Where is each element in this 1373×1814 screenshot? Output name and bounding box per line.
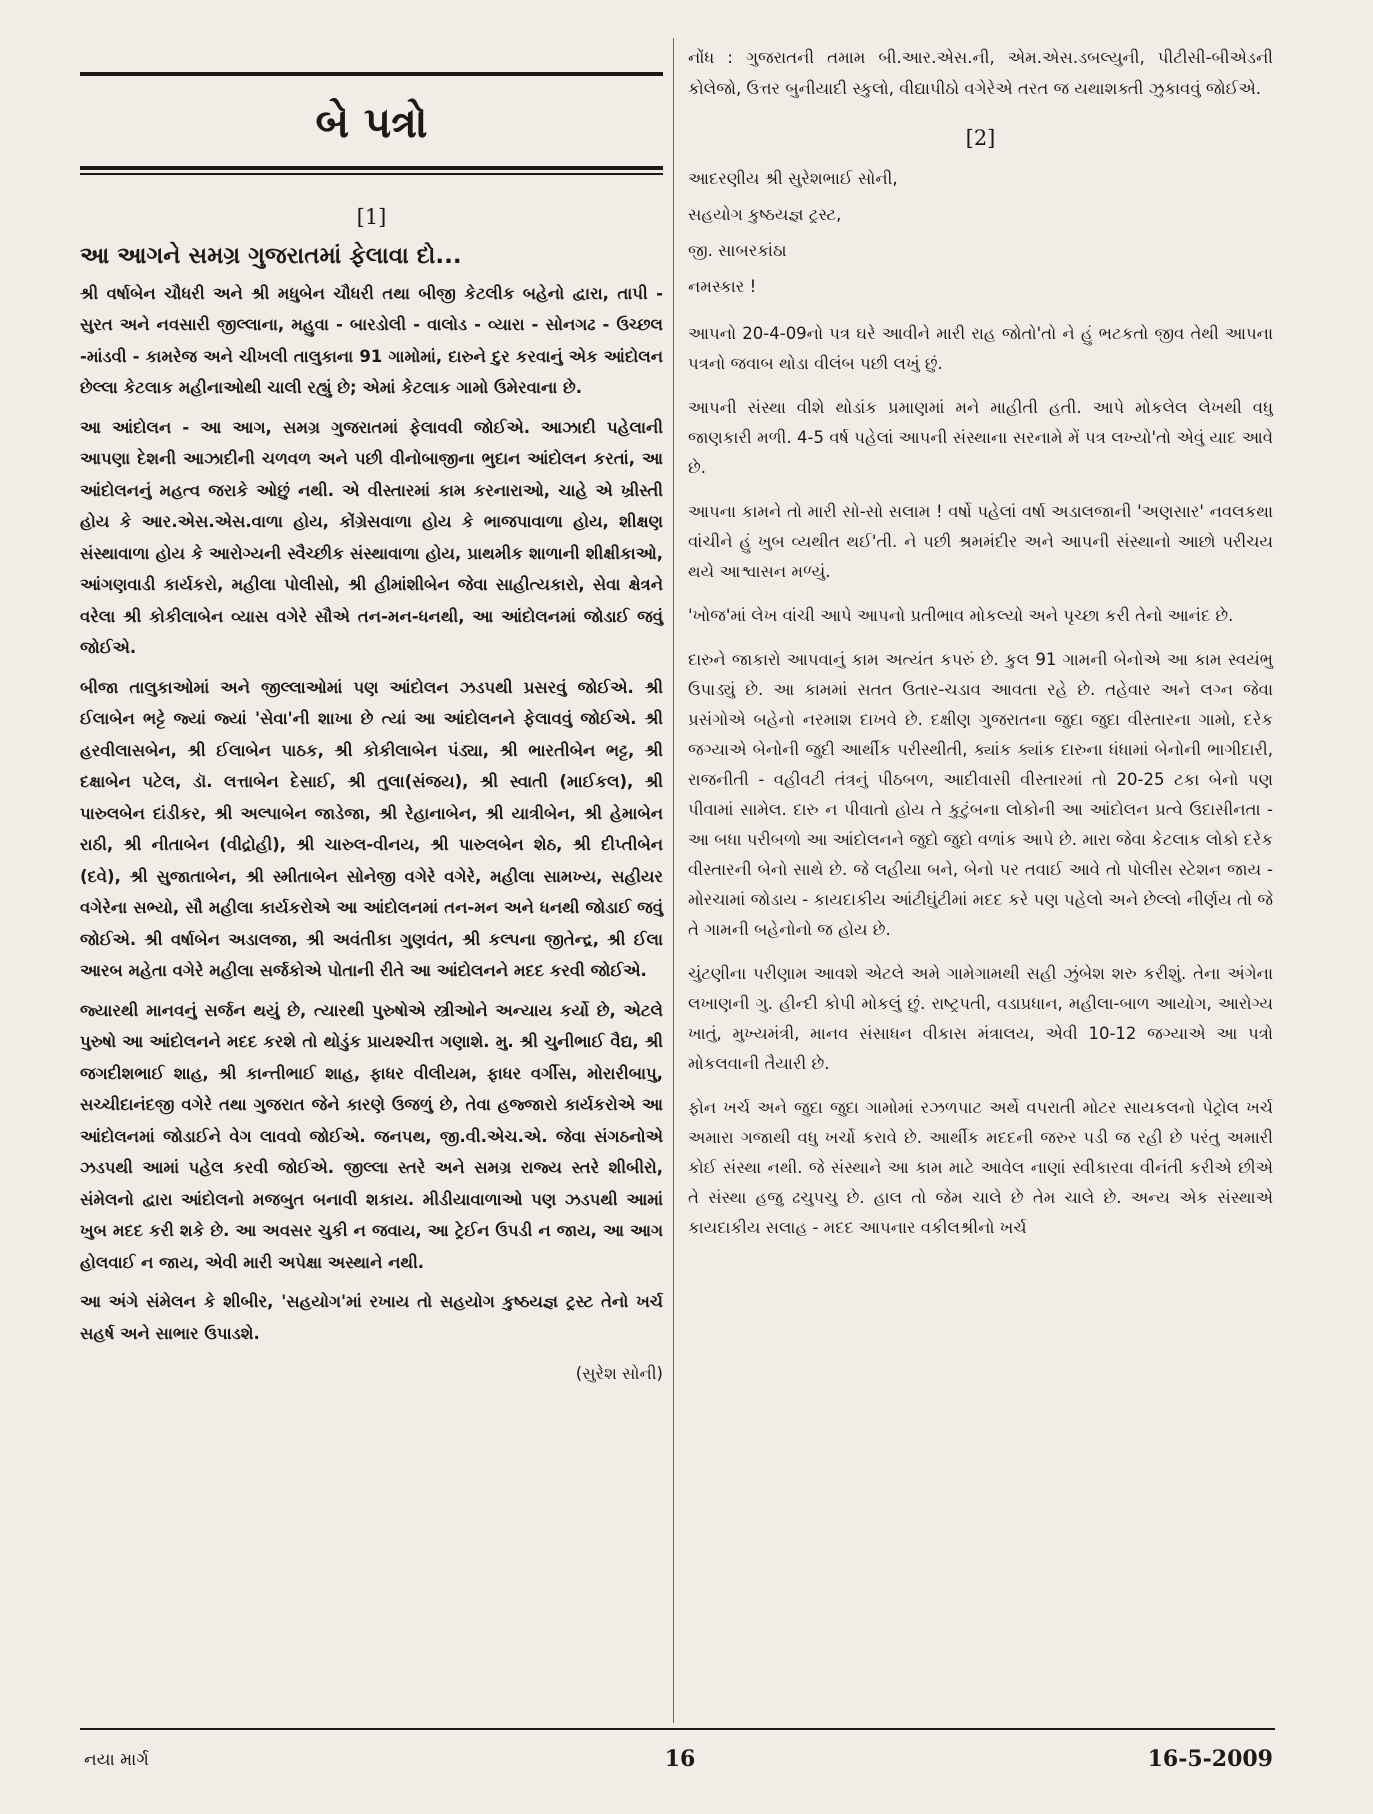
page-number: 16 bbox=[664, 1746, 696, 1772]
letter-2-paragraph-3: આપના કામને તો મારી સો-સો સલામ ! વર્ષો પહેલાં વર્ષા અડાલજાની 'અણસાર' નવલકથા વાંચીને હું ખુબ વ્યથીત થઈ'તી. ને પછી શ્રમમંદીર અને આપની સંસ્થાનો આછો પરીચય થયે આશ્વાસન મળ્યું. bbox=[688, 502, 1273, 581]
letter-2-organization: સહયોગ કુષ્ઠયજ્ઞ ટ્રસ્ટ, bbox=[688, 205, 842, 224]
letter-2-number: [2] bbox=[965, 126, 996, 150]
editor-note: નોંધ : ગુજરાતની તમામ બી.આર.એસ.ની, એમ.એસ.ડબલ્યુની, પીટીસી-બીએડની કોલેજો, ઉત્તર બુનીયાદી સ્કુલો, વીદ્યાપીઠો વગેરેએ તરત જ યથાશક્તી ઝુકાવવું જોઈએ. bbox=[688, 48, 1273, 98]
letter-2-paragraph-5: દારુને જાકારો આપવાનું કામ અત્યંત કપરું છે. કુલ 91 ગામની બેનોએ આ કામ સ્વયંભુ ઉપાડ્યું છે. આ કામમાં સતત ઉતાર-ચડાવ આવતા રહે છે. તહેવાર અને લગ્ન જેવા પ્રસંગોએ બહેનો નરમાશ દાખવે છે. દક્ષીણ ગુજરાતના જુદા જુદા વીસ્તારના ગામો, દરેક જગ્યાએ બેનોની જુદી આર્થીક પરીસ્થીતી, ક્યાંક ક્યાંક દારુના ધંધામાં બેનોની ભાગીદારી, રાજનીતી - વહીવટી તંત્રનું પીઠબળ, આદીવાસી વીસ્તારમાં તો 20-25 ટકા બેનો પણ પીવામાં સામેલ. દારુ ન પીવાતો હોય તે કુટુંબના લોકોની આ આંદોલન પ્રત્વે ઉદાસીનતા - આ બધા પરીબળો આ આંદોલનને જુદો જુદો વળાંક આપે છે. મારા જેવા કેટલાક લોકો દરેક વીસ્તારની બેનો સાથે છે. જે લહીયા બને, બેનો પર તવાઈ આવે તો પોલીસ સ્ટેશન જાય - મોરચામાં જોડાય - કાયદાકીય આંટીઘુંટીમાં મદદ કરે પણ પહેલો અને છેલ્લો નીર્ણય તો જે તે ગામની બહેનોનો જ હોય છે. bbox=[688, 650, 1273, 939]
letter-2-paragraph-2: આપની સંસ્થા વીશે થોડાંક પ્રમાણમાં મને માહીતી હતી. આપે મોકલેલ લેખથી વધુ જાણકારી મળી. 4-5 વર્ષ પહેલાં આપની સંસ્થાના સરનામે મેં પત્ર લખ્યો'તો એવું યાદ આવે છે. bbox=[688, 398, 1273, 477]
letter-1-paragraph-4: જ્યારથી માનવનું સર્જન થયું છે, ત્યારથી પુરુષોએ સ્ત્રીઓને અન્યાય કર્યો છે, એટલે પુરુષો આ આંદોલનને મદદ કરશે તો થોડુંક પ્રાયશ્ચીત્ત ગણાશે. મુ. શ્રી ચુનીભાઈ વૈદ્ય, શ્રી જગદીશભાઈ શાહ, શ્રી કાન્તીભાઈ શાહ, ફાધર વીલીયમ, ફાધર વર્ગીસ, મોરારીબાપુ, સચ્ચીદાનંદજી વગેરે તથા ગુજરાત જેને કારણે ઉજળું છે, તેવા હજ્જારો કાર્યકરોએ આ આંદોલનમાં જોડાઈને વેગ લાવવો જોઈએ. જનપથ, જી.વી.એચ.એ. જેવા સંગઠનોએ ઝડપથી આમાં પહેલ કરવી જોઈએ. જીલ્લા સ્તરે અને સમગ્ર રાજ્ય સ્તરે શીબીરો, સંમેલનો દ્વારા આંદોલનો મજબુત બનાવી શકાય. મીડીયાવાળાઓ પણ ઝડપથી આમાં ખુબ મદદ કરી શકે છે. આ અવસર ચુકી ન જવાય, આ ટ્રેઈન ઉપડી ન જાય, આ આગ હોલવાઈ ન જાય, એવી મારી અપેક્ષા અસ્થાને નથી. bbox=[80, 1000, 663, 1272]
left-column bbox=[80, 72, 663, 1389]
letter-1-signature: (સુરેશ સોની) bbox=[575, 1364, 663, 1384]
letter-1-paragraph-5: આ અંગે સંમેલન કે શીબીર, 'સહયોગ'માં રખાય તો સહયોગ કુષ્ઠયજ્ઞ ટ્રસ્ટ તેનો ખર્ચ સહર્ષ અને સાભાર ઉપાડશે. bbox=[80, 1292, 663, 1343]
article-title: બે પત્રો bbox=[315, 98, 428, 147]
letter-1-number: [1] bbox=[356, 205, 387, 229]
title-rule-bottom-thin bbox=[80, 173, 663, 175]
issue-date: 16-5-2009 bbox=[1147, 1746, 1273, 1772]
letter-2-paragraph-1: આપનો 20-4-09નો પત્ર ઘરે આવીને મારી રાહ જોતો'તો ને હું ભટકતો જીવ તેથી આપના પત્રનો જવાબ થોડા વીલંબ પછી લખું છું. bbox=[688, 324, 1273, 373]
letter-2-paragraph-7: ફોન ખર્ચ અને જુદા જુદા ગામોમાં રઝળપાટ અર્થે વપરાતી મોટર સાયકલનો પેટ્રોલ ખર્ચ અમારા ગજાથી વધુ ખર્ચો કરાવે છે. આર્થીક મદદની જરુર પડી જ રહી છે પરંતુ અમારી કોઈ સંસ્થા નથી. જે સંસ્થાને આ કામ માટે આવેલ નાણાં સ્વીકારવા વીનંતી કરીએ છીએ તે સંસ્થા હજુ ઢચુપચુ છે. હાલ તો જેમ ચાલે છે તેમ ચાલે છે. અન્ય એક સંસ્થાએ કાયદાકીય સલાહ - મદદ આપનાર વકીલશ્રીનો ખર્ચ bbox=[688, 1098, 1273, 1237]
letter-1-paragraph-1: શ્રી વર્ષાબેન ચૌધરી અને શ્રી મધુબેન ચૌધરી તથા બીજી કેટલીક બહેનો દ્વારા, તાપી - સુરત અને નવસારી જીલ્લાના, મહુવા - બારડોલી - વાલોડ - વ્યારા - સોનગઢ - ઉચ્છલ -માંડવી - કામરેજ અને ચીખલી તાલુકાના 91 ગામોમાં, દારુને દુર કરવાનું એક આંદોલન છેલ્લા કેટલાક મહીનાઓથી ચાલી રહ્યું છે; એમાં કેટલાક ગામો ઉમેરવાના છે. bbox=[80, 283, 663, 398]
letter-2-greeting: નમસ્કાર ! bbox=[688, 277, 757, 296]
title-rule-top bbox=[80, 72, 663, 76]
letter-2-salutation: આદરણીય શ્રી સુરેશભાઈ સોની, bbox=[688, 169, 898, 188]
letter-2-address-block bbox=[688, 161, 1273, 305]
footer-rule bbox=[80, 1728, 1275, 1730]
letter-2-paragraph-4: 'ખોજ'માં લેખ વાંચી આપે આપનો પ્રતીભાવ મોકલ્યો અને પૃચ્છા કરી તેનો આનંદ છે. bbox=[688, 606, 1234, 625]
title-rule-bottom bbox=[80, 166, 663, 170]
column-divider bbox=[673, 38, 674, 1723]
letter-2-district: જી. સાબરકાંઠા bbox=[688, 241, 787, 260]
letter-1-paragraph-3: બીજા તાલુકાઓમાં અને જીલ્લાઓમાં પણ આંદોલન ઝડપથી પ્રસરવું જોઈએ. શ્રી ઈલાબેન ભટ્ટે જ્યાં જ્યાં 'સેવા'ની શાખા છે ત્યાં આ આંદોલનને ફેલાવવું જોઈએ. શ્રી હરવીલાસબેન, શ્રી ઈલાબેન પાઠક, શ્રી કોકીલાબેન પંડ્યા, શ્રી ભારતીબેન ભટ્ટ, શ્રી દક્ષાબેન પટેલ, ડૉ. લત્તાબેન દેસાઈ, શ્રી તુલા(સંજય), શ્રી સ્વાતી (માઈકલ), શ્રી પારુલબેન દાંડીકર, શ્રી અલ્પાબેન જાડેજા, શ્રી રેહાનાબેન, શ્રી યાત્રીબેન, શ્રી હેમાબેન રાઠી, શ્રી નીતાબેન (વીદ્રોહી), શ્રી ચારુલ-વીનય, શ્રી પારુલબેન શેઠ, શ્રી દીપ્તીબેન (દવે), શ્રી સુજાતાબેન, શ્રી સ્મીતાબેન સોનેજી વગેરે વગેરે, મહીલા સામખ્ય, સહીયર વગેરેના સભ્યો, સૌ મહીલા કાર્યકરોએ આ આંદોલનમાં તન-મન અને ધનથી જોડાઈ જવું જોઈએ. શ્રી વર્ષાબેન અડાલજા, શ્રી અવંતીકા ગુણવંત, શ્રી કલ્પના જીતેન્દ્ર, શ્રી ઈલા આરબ મહેતા વગેરે મહીલા સર્જકોએ પોતાની રીતે આ આંદોલનને મદદ કરવી જોઈએ. bbox=[80, 677, 663, 981]
letter-1-headline: આ આગને સમગ્ર ગુજરાતમાં ફેલાવા દો... bbox=[80, 243, 462, 269]
publication-name: નયા માર્ગ bbox=[84, 1750, 149, 1770]
letter-1-paragraph-2: આ આંદોલન - આ આગ, સમગ્ર ગુજરાતમાં ફેલાવવી જોઈએ. આઝાદી પહેલાની આપણા દેશની આઝાદીની ચળવળ અને પછી વીનોબાજીના ભુદાન આંદોલન કરતાં, આ આંદોલનનું મહત્વ જરાકે ઓછું નથી. એ વીસ્તારમાં કામ કરનારાઓ, ચાહે એ ખ્રીસ્તી હોય કે આર.એસ.એસ.વાળા હોય, કોંગ્રેસવાળા હોય કે ભાજપાવાળા હોય, શીક્ષણ સંસ્થાવાળા હોય કે આરોગ્યની સ્વૈચ્છીક સંસ્થાવાળા હોય, પ્રાથમીક શાળાની શીક્ષીકાઓ, આંગણવાડી કાર્યકરો, મહીલા પોલીસો, શ્રી હીમાંશીબેન જેવા સાહીત્યકારો, સેવા ક્ષેત્રને વરેલા શ્રી કોકીલાબેન વ્યાસ વગેરે સૌએ તન-મન-ધનથી, આ આંદોલનમાં જોડાઈ જવું જોઈએ. bbox=[80, 417, 663, 658]
letter-2-paragraph-6: ચુંટણીના પરીણામ આવશે એટલે અમે ગામેગામથી સહી ઝુંબેશ શરુ કરીશું. તેના અંગેના લખાણની ગુ. હીન્દી કોપી મોકલું છું. રાષ્ટ્રપતી, વડાપ્રધાન, મહીલા-બાળ આયોગ, આરોગ્ય ખાતું, મુખ્યમંત્રી, માનવ સંસાધન વીકાસ મંત્રાલય, એવી 10-12 જગ્યાએ આ પત્રો મોકલવાની તૈયારી છે. bbox=[688, 964, 1273, 1073]
right-column bbox=[688, 42, 1273, 1257]
